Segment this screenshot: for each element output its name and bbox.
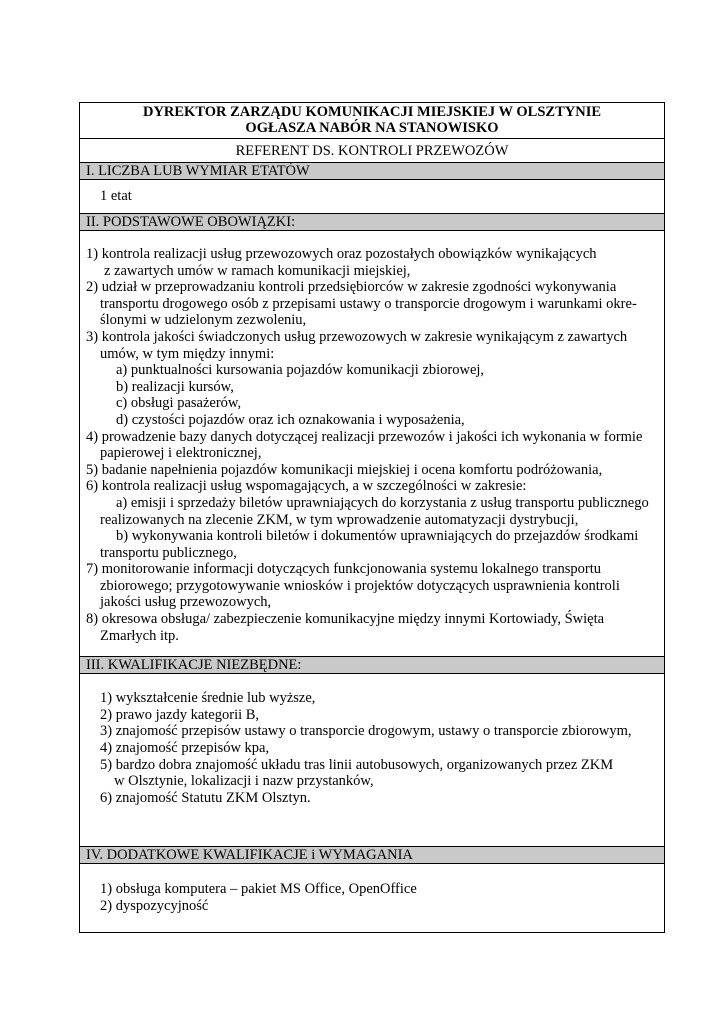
duty-line: z zawartych umów w ramach komunikacji miejskiej,	[104, 262, 411, 279]
etat-value: 1 etat	[80, 180, 664, 214]
duty-line: a) punktualności kursowania pojazdów komunikacji zbiorowej,	[116, 362, 485, 379]
duty-line: d) czystości pojazdów oraz ich oznakowania i wyposażenia,	[116, 411, 465, 428]
requirement-line: 1) obsługa komputera – pakiet MS Office, OpenOffice	[100, 881, 417, 898]
duty-line: c) obsługi pasażerów,	[116, 395, 242, 412]
section-4-heading: IV. DODATKOWE KWALIFIKACJE i WYMAGANIA	[80, 847, 664, 864]
qualification-line: 5) bardzo dobra znajomość układu tras linii autobusowych, organizowanych przez ZKM	[100, 756, 614, 773]
header-line-1: DYREKTOR ZARZĄDU KOMUNIKACJI MIEJSKIEJ W OLSZTYNIE	[142, 104, 602, 120]
duty-line: b) wykonywania kontroli biletów i dokumentów uprawniających do przejazdów środkami	[116, 528, 639, 545]
qualification-line: 2) prawo jazdy kategorii B,	[100, 706, 260, 723]
duties-list	[80, 231, 664, 657]
qualification-line: 1) wykształcenie średnie lub wyższe,	[100, 690, 316, 707]
duty-line: papierowej i elektronicznej,	[100, 445, 262, 462]
duty-line: transportu publicznego,	[100, 544, 237, 561]
duty-line: 6) kontrola realizacji usług wspomagających, a w szczególności w zakresie:	[86, 478, 527, 495]
duty-line: transportu drogowego osób z przepisami ustawy o transporcie drogowym i warunkami okre-	[100, 295, 637, 312]
section-3-heading: III. KWALIFIKACJE NIEZBĘDNE:	[80, 657, 664, 674]
duty-line: 2) udział w przeprowadzaniu kontroli przedsiębiorców w zakresie zgodności wykonywania	[86, 279, 617, 296]
duty-line: jakości usług przewozowych,	[100, 594, 272, 611]
qualifications-list	[80, 674, 664, 847]
job-posting-table	[79, 102, 665, 933]
duty-line: 5) badanie napełnienia pojazdów komunikacji miejskiej i ocena komfortu podróżowania,	[86, 461, 603, 478]
qualification-line: 4) znajomość przepisów kpa,	[100, 740, 270, 757]
duty-line: 8) okresowa obsługa/ zabezpieczenie komunikacyjne między innymi Kortowiady, Święta	[86, 611, 605, 628]
requirement-line: 2) dyspozycyjność	[100, 898, 209, 914]
qualification-line: w Olsztynie, lokalizacji i nazw przystanków,	[114, 773, 374, 790]
qualification-line: 3) znajomość przepisów ustawy o transporcie drogowym, ustawy o transporcie zbiorowym,	[100, 723, 632, 740]
header-line-2: OGŁASZA NABÓR NA STANOWISKO	[245, 119, 499, 136]
duty-line: 4) prowadzenie bazy danych dotyczącej realizacji przewozów i jakości ich wykonania w formie	[86, 428, 643, 445]
section-2-heading: II. PODSTAWOWE OBOWIĄZKI:	[80, 214, 664, 231]
duty-line: umów, w tym między innymi:	[100, 345, 275, 362]
duty-line: zbiorowego; przygotowywanie wniosków i projektów dotyczących usprawnienia kontroli	[100, 577, 620, 594]
duty-line: b) realizacji kursów,	[116, 378, 234, 395]
duty-line: a) emisji i sprzedaży biletów uprawniających do korzystania z usług transportu publicznego	[116, 494, 649, 511]
position-title: REFERENT DS. KONTROLI PRZEWOZÓW	[80, 139, 664, 163]
duty-line: 1) kontrola realizacji usług przewozowych oraz pozostałych obowiązków wynikających	[86, 246, 597, 262]
duty-line: Zmarłych itp.	[100, 627, 179, 644]
additional-requirements-list	[80, 864, 664, 931]
section-1-heading: I. LICZBA LUB WYMIAR ETATÓW	[80, 163, 664, 180]
duty-line: realizowanych na zlecenie ZKM, w tym wprowadzenie automatyzacji dystrybucji,	[100, 511, 579, 528]
duty-line: 3) kontrola jakości świadczonych usług przewozowych w zakresie wynikającym z zawartych	[86, 328, 628, 345]
qualification-line: 6) znajomość Statutu ZKM Olsztyn.	[100, 789, 311, 806]
duty-line: 7) monitorowanie informacji dotyczących funkcjonowania systemu lokalnego transportu	[86, 561, 602, 578]
posting-header	[80, 103, 664, 139]
duty-line: ślonymi w udzielonym zezwoleniu,	[100, 312, 307, 329]
